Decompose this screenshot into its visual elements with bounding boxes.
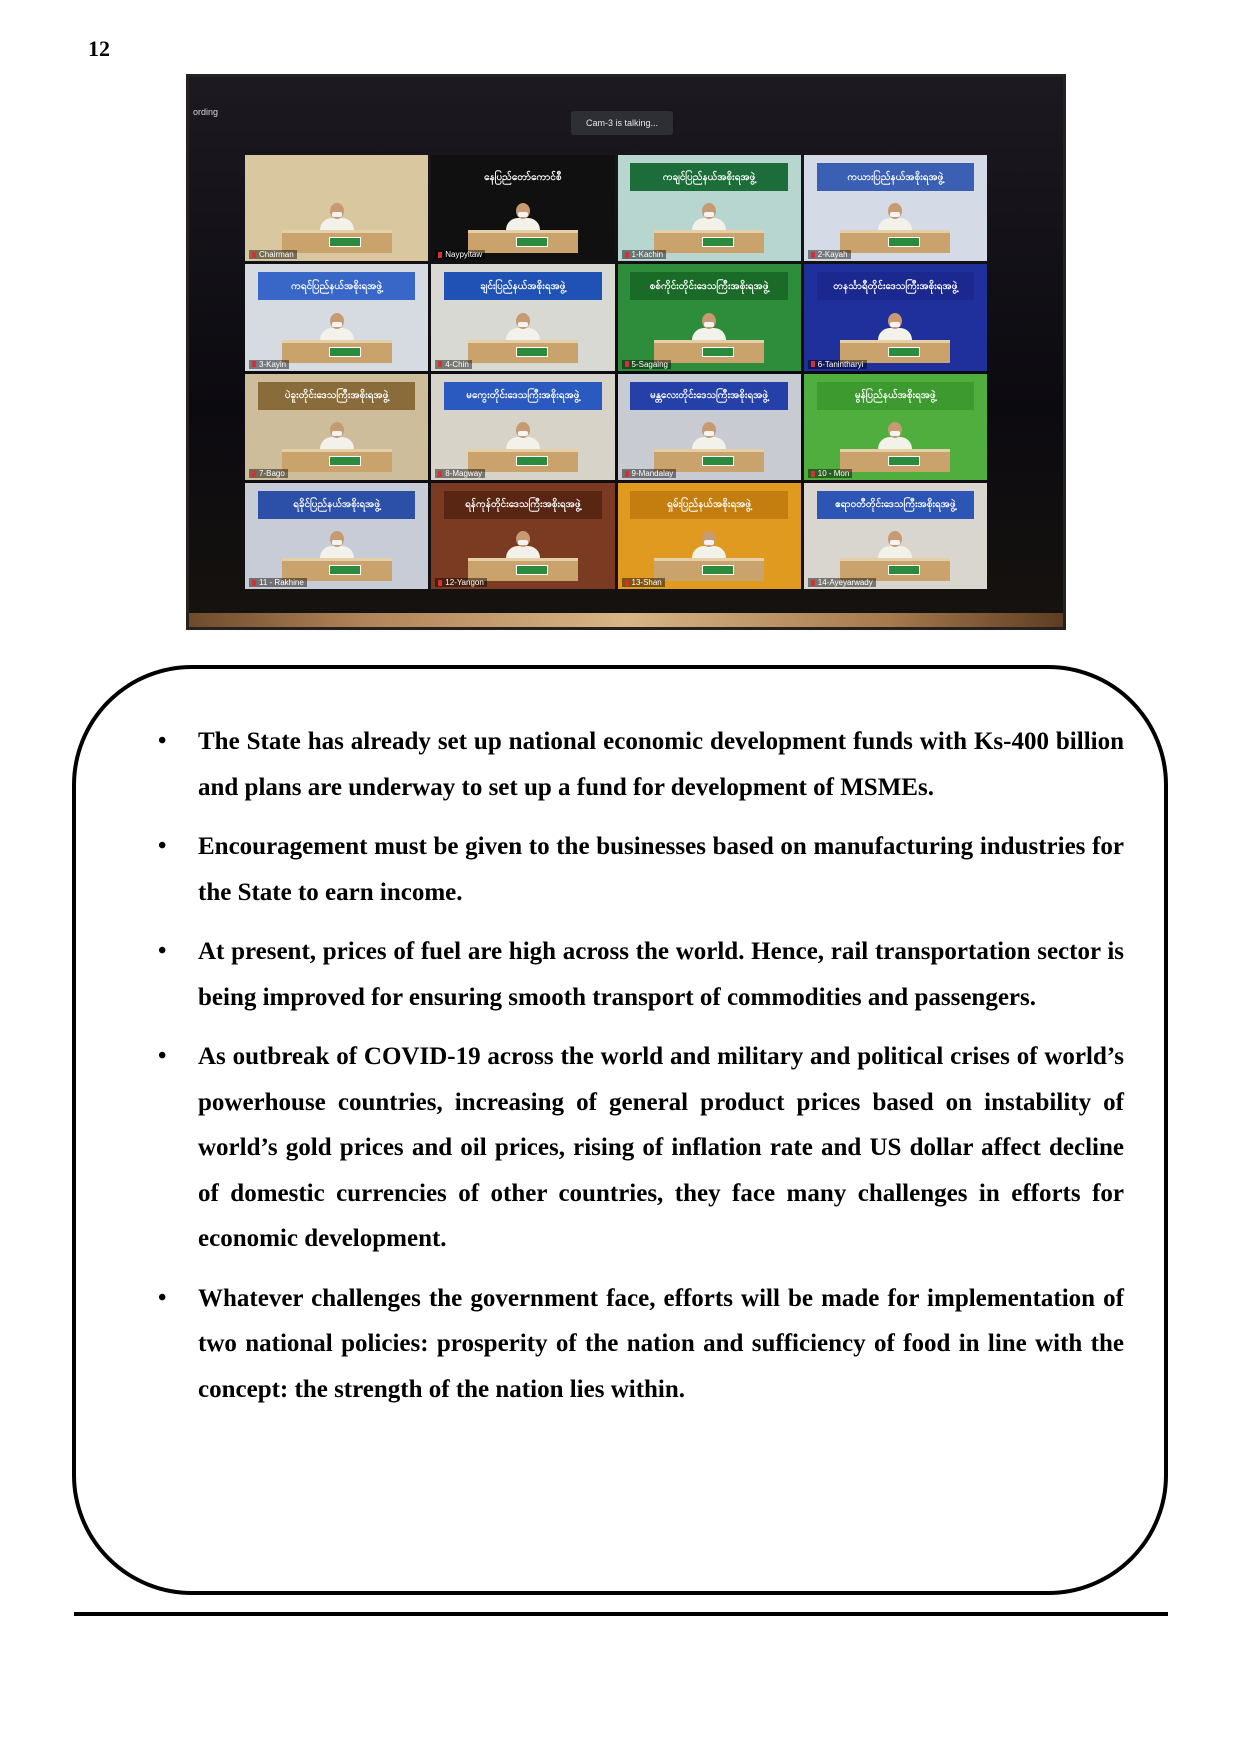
video-tile [245,264,428,370]
tile-banner: စစ်ကိုင်းတိုင်းဒေသကြီးအစိုးရအဖွဲ့ [630,272,788,300]
talking-indicator: Cam-3 is talking... [571,111,673,135]
tile-banner: ကယားပြည်နယ်အစိုးရအဖွဲ့ [817,163,975,191]
video-tile [804,374,987,480]
bullet-item [158,1034,1124,1262]
video-conference-photo [186,74,1066,630]
tile-label: 11 - Rakhine [249,578,307,587]
tile-label: 14-Ayeyarwady [808,578,876,587]
bullet-item [158,929,1124,1020]
name-plate [702,347,734,357]
bullet-item [158,824,1124,915]
tile-banner: ရခိုင်ပြည်နယ်အစိုးရအဖွဲ့ [258,491,416,519]
tile-banner: တနင်္သာရီတိုင်းဒေသကြီးအစိုးရအဖွဲ့ [817,272,975,300]
video-tile [804,155,987,261]
bullet-text: Whatever challenges the government face, efforts will be made for implementation of two national policies: prosperity of the nation and sufficiency of food in line with the concept: the strength of the nation lies within. [198,1284,1124,1403]
tile-banner: ချင်းပြည်နယ်အစိုးရအဖွဲ့ [444,272,602,300]
page-number: 12 [88,36,110,61]
tile-banner [258,163,416,191]
video-tile [618,374,801,480]
footer-rule [74,1612,1168,1616]
tile-label: 4-Chin [435,360,472,369]
key-points-box [72,665,1168,1595]
video-tile [431,374,614,480]
tile-banner: ကရင်ပြည်နယ်အစိုးရအဖွဲ့ [258,272,416,300]
tile-label: 5-Sagaing [622,360,671,369]
name-plate [516,347,548,357]
tile-label: 2-Kayah [808,250,851,259]
tile-label: 13-Shan [622,578,665,587]
tile-label: 7-Bago [249,469,288,478]
bullet-icon: • [158,1043,167,1069]
name-plate [888,456,920,466]
tile-label: 9-Mandalay [622,469,677,478]
tile-label: Chairman [249,250,297,259]
bullet-item [158,719,1124,810]
video-tile [804,483,987,589]
video-tile [431,483,614,589]
bullet-text: The State has already set up national economic development funds with Ks-400 billion and plans are underway to set up a fund for development of MSMEs. [198,728,1124,801]
video-tile [245,374,428,480]
tile-label: 6-Tanintharyi [808,360,867,369]
recording-label: ording [193,107,219,117]
video-tile [245,483,428,589]
bullet-text: As outbreak of COVID-19 across the world and military and political crises of world’s powerhouse countries, increasing of general product prices based on instability of world’s gold prices and oil prices, rising of inflation rate and US dollar affect decline of domestic currencies of other countries, they face many challenges in efforts for economic development. [198,1043,1124,1252]
monitor-stand [189,613,1063,627]
tile-label: 12-Yangon [435,578,487,587]
tile-banner: ပဲခူးတိုင်းဒေသကြီးအစိုးရအဖွဲ့ [258,382,416,410]
tile-label: 3-Kayin [249,360,289,369]
video-tile [618,483,801,589]
name-plate [329,237,361,247]
name-plate [516,565,548,575]
tile-label: 10 - Mon [808,469,853,478]
name-plate [329,565,361,575]
video-tile [618,264,801,370]
tile-banner: မန္တလေးတိုင်းဒေသကြီးအစိုးရအဖွဲ့ [630,382,788,410]
bullet-text: At present, prices of fuel are high across the world. Hence, rail transportation sector is being improved for ensuring smooth transport of commodities and passengers. [198,938,1124,1011]
name-plate [888,565,920,575]
name-plate [516,456,548,466]
bullet-icon: • [158,1284,167,1311]
tile-banner: ရှမ်းပြည်နယ်အစိုးရအဖွဲ့ [630,491,788,519]
name-plate [329,347,361,357]
tile-banner: မွန်ပြည်နယ်အစိုးရအဖွဲ့ [817,382,975,410]
tile-banner: မကွေးတိုင်းဒေသကြီးအစိုးရအဖွဲ့ [444,382,602,410]
tile-label: 1-Kachin [622,250,667,259]
video-tile-grid [245,155,987,589]
tile-banner: ရန်ကုန်တိုင်းဒေသကြီးအစိုးရအဖွဲ့ [444,491,602,519]
bullet-text: Encouragement must be given to the businesses based on manufacturing industries for the State to earn income. [198,833,1124,906]
video-tile [245,155,428,261]
name-plate [702,565,734,575]
video-tile [431,264,614,370]
bullet-icon: • [158,833,167,859]
video-tile [431,155,614,261]
video-tile [804,264,987,370]
name-plate [702,456,734,466]
tile-label: Naypyitaw [435,250,485,259]
name-plate [702,237,734,247]
tile-banner: ကချင်ပြည်နယ်အစိုးရအဖွဲ့ [630,163,788,191]
bullet-icon: • [158,938,167,964]
name-plate [888,347,920,357]
name-plate [516,237,548,247]
bullet-item [158,1276,1124,1413]
tile-banner: ဧရာဝတီတိုင်းဒေသကြီးအစိုးရအဖွဲ့ [817,491,975,519]
video-tile [618,155,801,261]
name-plate [888,237,920,247]
name-plate [329,456,361,466]
tile-banner: နေပြည်တော်ကောင်စီ [444,163,602,191]
bullet-icon: • [158,728,167,754]
bullet-list [158,719,1124,1426]
tile-label: 8-Magway [435,469,485,478]
